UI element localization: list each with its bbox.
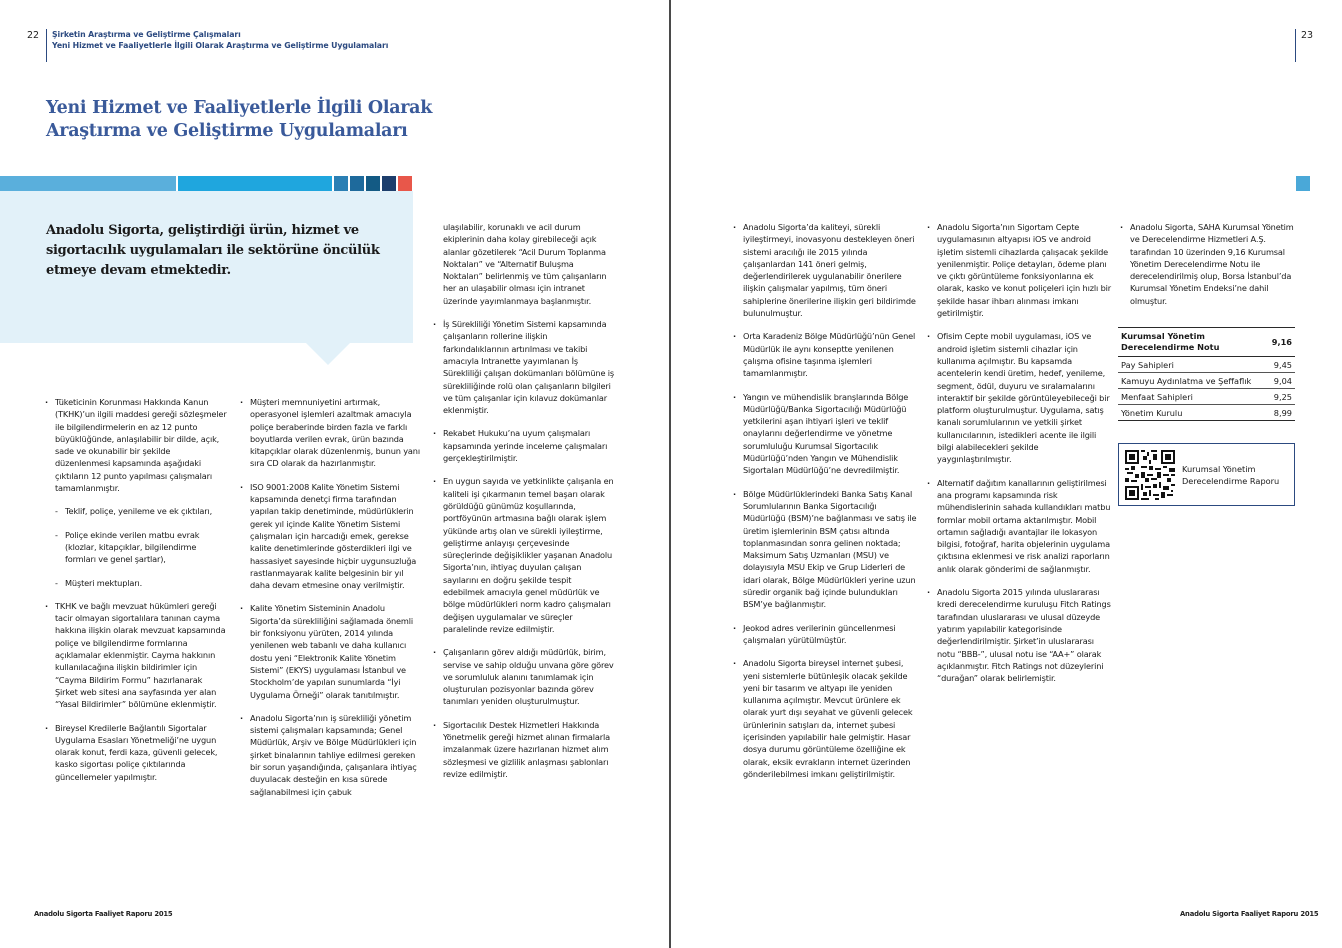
row-label: Menfaat Sahipleri <box>1121 391 1193 402</box>
color-bar-segment <box>0 176 176 191</box>
page-number: 23 <box>1301 30 1314 41</box>
color-bar-segment <box>382 176 396 191</box>
breadcrumb <box>52 29 388 51</box>
row-value: 9,04 <box>1273 375 1292 386</box>
color-bar-segment <box>350 176 364 191</box>
text-column-1 <box>45 396 227 794</box>
sub-list-item: - Poliçe ekinde verilen matbu evrak (klozlar, kitapçıklar, bilgilendirme formları ve genel şartlar), <box>45 529 227 566</box>
list-item: · En uygun sayıda ve yetkinlikte çalışanla en kaliteli işi çıkarmanın temel başarı olarak görüldüğü günümüz koşullarında, portföyünün artmasına bağlı olarak işlem yükünde artış olan ve sürekli iyileştirme, geliştirme anlayışı çerçevesinde süreçlerinde değişiklikler yaşanan Anadolu Sigorta’nın, ihtiyaç duyulan çalışan sayılarını en doğru şekilde tespit edebilmek amacıyla genel müdürlük ve bölge müdürlükleri norm kadro çalışmaları değişen uygulamalar ve süreçler paralelinde revize edilmiştir. <box>433 475 615 635</box>
list-item: · Anadolu Sigorta’da kaliteyi, sürekli iyileştirmeyi, inovasyonu destekleyen öneri sistemi aracılığı ile 2015 yılında çalışanlardan 141 öneri gelmiş, değerlendirilerek uygulanabilir önerilere ilişkin çalışmalar yapılmış, tüm öneri sahiplerine önerilerine ilişkin geri bildirimde bulunulmuştur. <box>733 221 917 319</box>
page-number: 22 <box>27 30 40 41</box>
color-bar-segment <box>366 176 380 191</box>
table-row <box>1118 389 1295 405</box>
table-row <box>1118 373 1295 389</box>
header-divider <box>1295 29 1296 62</box>
list-item: · TKHK ve bağlı mevzuat hükümleri gereği tacir olmayan sigortalılara tanınan cayma hakkına ilişkin olarak mevzuat kapsamında poliçe ve bilgilendirme formlarına açıklamalar eklenmiştir. Cayma hakkının kullanılacağına ilişkin bildirimler için “Cayma Bildirim Formu” hazırlanarak Şirket web sitesi ana sayfasında yer alan “Yasal Bildirimler” bölümüne eklenmiştir. <box>45 600 227 711</box>
header-divider <box>46 29 47 62</box>
text-column-1 <box>733 221 917 791</box>
callout-text: Anadolu Sigorta, geliştirdiği ürün, hizmet ve sigortacılık uygulamaları ile sektörüne öncülük etmeye devam etmektedir. <box>46 223 380 278</box>
page-footer: Anadolu Sigorta Faaliyet Raporu 2015 <box>1180 910 1319 918</box>
qr-report-link[interactable] <box>1118 443 1295 506</box>
list-item: · Rekabet Hukuku’na uyum çalışmaları kapsamında yerinde inceleme çalışmaları gerçekleştirilmiştir. <box>433 427 615 464</box>
table-header-value: 9,16 <box>1271 336 1292 347</box>
list-item: · İş Sürekliliği Yönetim Sistemi kapsamında çalışanların rollerine ilişkin farkındalıklarının artırılması ve takibi amacıyla Intranette yayımlanan İş Sürekliliği çalışan dokümanları bölümüne iş sürekliliğinde rolü olan çalışanların bilgileri ve tüm çalışanlar için kılavuz dokümanlar eklenmiştir. <box>433 318 615 416</box>
qr-code-icon <box>1125 450 1175 500</box>
page-title <box>46 97 432 143</box>
callout-pointer <box>306 343 350 365</box>
list-item: · Anadolu Sigorta’nın Sigortam Cepte uygulamasının altyapısı iOS ve android işletim sistemli cihazlarda çalışacak şekilde yenilenmiştir. Poliçe detayları, ödeme planı ve çıktı görüntüleme fonksiyonlarına ek olarak, kasko ve konut poliçeleri için hızlı bir şekilde hasar ihbarı alınması imkanı getirilmiştir. <box>927 221 1111 319</box>
decorative-accent-square <box>1296 176 1310 191</box>
page-footer: Anadolu Sigorta Faaliyet Raporu 2015 <box>34 910 173 918</box>
qr-report-label: Kurumsal Yönetim Derecelendirme Raporu <box>1182 463 1280 486</box>
row-value: 9,25 <box>1273 391 1292 402</box>
color-bar-segment <box>334 176 348 191</box>
page-title-line: Araştırma ve Geliştirme Uygulamaları <box>46 121 408 141</box>
list-item-continuation: ulaşılabilir, korunaklı ve acil durum ekiplerinin daha kolay girebileceği açık alanlar gözetilerek “Acil Durum Toplanma Noktaları” ve “Alternatif Buluşma Noktaları” belirlenmiş ve tüm çalışanların her an ulaşabilir olması için intranet üzerinde yayımlanmaya başlanmıştır. <box>443 222 607 306</box>
list-item: · Ofisim Cepte mobil uygulaması, iOS ve android işletim sistemli cihazlar için kullanıma açılmıştır. Bu kapsamda acentelerin kendi üretim, hedef, yenileme, segment, ödül, duyuru ve sıralamalarını interaktif bir şekilde görüntüleyebileceği bir platform oluşturulmuştur. Uygulama, satış kanalı sorumlularının ve yetkili şirket kullanıcılarının, istedikleri acente ile ilgili bilgi alabilecekleri şekilde yaygınlaştırılmıştır. <box>927 330 1111 465</box>
list-item: · Bölge Müdürlüklerindeki Banka Satış Kanal Sorumlularının Banka Sigortacılığı Müdürlüğü (BSM)’ne bağlanması ve satış ile üretim işlemlerinin BSM çatısı altında toplanmasından sonra gelinen noktada; Maksimum Satış Uzmanları (MSU) ve dolayısıyla MSU Ekip ve Grup Liderleri de idari olarak, Bölge Müdürlükleri yerine uzun süredir organik bağ içinde bulundukları BSM’ye bağlanmıştır. <box>733 488 917 611</box>
list-item: · Alternatif dağıtım kanallarının geliştirilmesi ana programı kapsamında risk mühendislerinin sahada kullandıkları matbu formlar mobil ortama aktarılmıştır. Mobil ortamın sağladığı avantajlar ile lokasyon bilgisi, fotoğraf, harita objelerinin uygulama çıktısına eklenmesi ve risk analizi raporların anlık olarak gönderimi de sağlanmıştır. <box>927 477 1111 575</box>
sub-list-item: - Teklif, poliçe, yenileme ve ek çıktıları, <box>45 505 227 517</box>
list-item: · Anadolu Sigorta’nın iş sürekliliği yönetim sistemi çalışmaları kapsamında; Genel Müdürlük, Arşiv ve Bölge Müdürlükleri için şirket binalarının tahliye edilmesi gereken bir sorun yaşandığında, çalışanlara ihtiyaç duyulacak desteğin en kısa sürede sağlanabilmesi için çabuk <box>240 712 422 798</box>
list-item: · Sigortacılık Destek Hizmetleri Hakkında Yönetmelik gereği hizmet alınan firmalarla imzalanmak üzere hazırlanan hizmet alım sözleşmesi ve gizlilik anlaşması şablonları revize edilmiştir. <box>433 719 615 780</box>
sub-list-item: - Müşteri mektupları. <box>45 577 227 589</box>
list-item: · Bireysel Kredilerle Bağlantılı Sigortalar Uygulama Esasları Yönetmeliği’ne uygun olarak konut, ferdi kaza, güvenli gelecek, kasko sigortası poliçe çıktılarında güncellemeler yapılmıştır. <box>45 722 227 783</box>
row-label: Kamuyu Aydınlatma ve Şeffaflık <box>1121 375 1252 386</box>
breadcrumb-subsection: Yeni Hizmet ve Faaliyetlerle İlgili Olarak Araştırma ve Geliştirme Uygulamaları <box>52 41 389 50</box>
breadcrumb-section: Şirketin Araştırma ve Geliştirme Çalışmaları <box>52 30 241 39</box>
page-title-line: Yeni Hizmet ve Faaliyetlerle İlgili Olarak <box>46 98 433 118</box>
list-item: · Yangın ve mühendislik branşlarında Bölge Müdürlüğü/Banka Sigortacılığı Müdürlüğü yetkilerini aşan ihtiyari işleri ve teklif onaylarını değerlendirme ve yönetme sorumluluğu Kurumsal Sigortacılık Müdürlüğü’nden Yangın ve Mühendislik Sigortaları Müdürlüğü’ne devredilmiştir. <box>733 391 917 477</box>
table-row <box>1118 405 1295 421</box>
table-header-row <box>1118 328 1295 357</box>
governance-ratings-table <box>1118 327 1295 421</box>
decorative-color-bar <box>0 176 412 191</box>
list-item: · Tüketicinin Korunması Hakkında Kanun (TKHK)’un ilgili maddesi gereği sözleşmeler ile bilgilendirmelerin en az 12 punto büyüklüğünde, anlaşılabilir bir dilde, açık, sade ve okunabilir bir şekilde düzenlenmesi kapsamında aşağıdaki çıktıların 12 punto yapılması çalışmaları tamamlanmıştır. <box>45 396 227 494</box>
row-value: 8,99 <box>1273 407 1292 418</box>
row-label: Yönetim Kurulu <box>1121 407 1183 418</box>
callout-box <box>0 191 413 343</box>
color-bar-segment <box>398 176 412 191</box>
list-item: · Anadolu Sigorta 2015 yılında uluslararası kredi derecelendirme kuruluşu Fitch Ratings tarafından uluslararası ve ulusal düzeyde yatırım yapılabilir kategorisinde değerlendirilmiştir. Şirket’in uluslararası notu “BBB-”, ulusal notu ise “AA+” olarak açıklanmıştır. Fitch Ratings not düzeylerini “durağan” olarak belirlemiştir. <box>927 586 1111 684</box>
list-item: · Müşteri memnuniyetini artırmak, operasyonel işlemleri azaltmak amacıyla poliçe beraberinde birden fazla ve farklı boyutlarda verilen evrak, ürün bazında kitapçıklar olarak düzenlenmiş, bunun yanı sıra CD olarak da hazırlanmıştır. <box>240 396 422 470</box>
list-item: · ISO 9001:2008 Kalite Yönetim Sistemi kapsamında denetçi firma tarafından yapılan takip denetiminde, müdürlüklerin gerek yıl içinde Kalite Yönetim Sistemi çalışmaları için harcadığı emek, gerekse kalite denetimlerinde gösterdikleri ilgi ve hassasiyet sayesinde hiçbir uygunsuzluğa rastlanmayarak kalite belgesinin bir yıl daha devam etmesine onay verilmiştir. <box>240 481 422 592</box>
row-value: 9,45 <box>1273 359 1292 370</box>
text-column-2 <box>927 221 1111 695</box>
list-item: · Anadolu Sigorta bireysel internet şubesi, yeni sistemlerle bütünleşik olacak şekilde yeni bir tasarım ve altyapı ile yeniden kullanıma açılmıştır. Mevcut ürünlere ek olarak yurt dışı seyahat ve güvenli gelecek ürünlerinin satışları da, internet şubesi içerisinden yapılabilir hale gelmiştir. Hasar dosya durumu görüntüleme özelliğine ek olarak, eksik evrakların internet üzerinden gönderilebilmesi imkanı geliştirilmiştir. <box>733 657 917 780</box>
text-column-2 <box>240 396 422 809</box>
color-bar-segment <box>178 176 332 191</box>
table-row <box>1118 357 1295 373</box>
list-item: · Anadolu Sigorta, SAHA Kurumsal Yönetim ve Derecelendirme Hizmetleri A.Ş. tarafından 10 üzerinden 9,16 Kurumsal Yönetim Derecelendirme Notu ile derecelendirilmiş olup, Borsa İstanbul’da Kurumsal Yönetim Endeksi’ne dahil olmuştur. <box>1120 221 1298 307</box>
list-item: · Jeokod adres verilerinin güncellenmesi çalışmaları yürütülmüştür. <box>733 622 917 647</box>
left-page <box>0 0 669 948</box>
list-item: · Orta Karadeniz Bölge Müdürlüğü’nün Genel Müdürlük ile aynı konseptte yenilenen çalışma ofisine taşınma işlemleri tamamlanmıştır. <box>733 330 917 379</box>
text-column-3 <box>433 221 615 791</box>
list-item: · Kalite Yönetim Sisteminin Anadolu Sigorta’da sürekliliğini sağlamada önemli bir fonksiyonu yürüten, 2014 yılında yenilenen web tabanlı ve daha kullanıcı dostu yeni “Elektronik Kalite Yönetim Sistemi” (EKYS) uygulaması İstanbul ve Stockholm’de yapılan sunumlarda “İyi Uygulama Örneği” olarak tanıtılmıştır. <box>240 602 422 700</box>
right-page <box>671 0 1342 948</box>
list-item: · Çalışanların görev aldığı müdürlük, birim, servise ve sahip olduğu unvana göre görev ve sorumluluk alanını tanımlamak için oluşturulan pozisyonlar bazında görev tanımları yeniden oluşturulmuştur. <box>433 646 615 707</box>
text-column-3 <box>1120 221 1298 318</box>
row-label: Pay Sahipleri <box>1121 359 1174 370</box>
table-header-label: Kurumsal Yönetim Derecelendirme Notu <box>1121 331 1220 352</box>
